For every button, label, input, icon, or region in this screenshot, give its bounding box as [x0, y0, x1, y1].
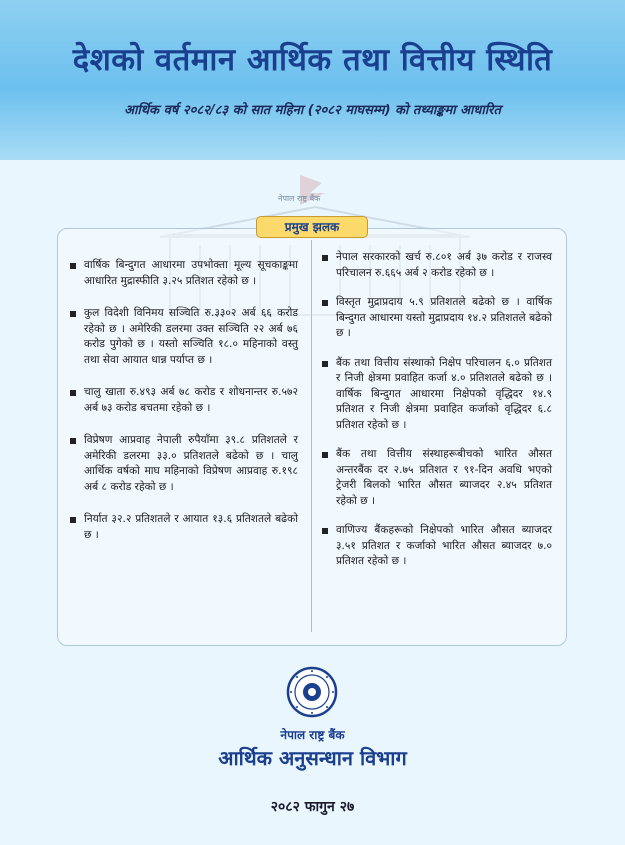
list-item — [70, 512, 298, 543]
list-item-text: विप्रेषण आप्रवाह नेपाली रुपैयाँमा ३९.८ प्रतिशतले र अमेरिकी डलरमा ३३.० प्रतिशतले बढेको छ । चालु आर्थिक वर्षको माघ महिनाको विप्रेषण आप्रवाह रु.१९८ अर्ब ८ करोड रहेको छ । — [84, 434, 298, 493]
list-item — [70, 306, 298, 368]
watermark-label: नेपाल राष्ट्र बैंक — [278, 194, 321, 203]
highlights-badge: प्रमुख झलक — [256, 216, 368, 238]
list-item-text: कुल विदेशी विनिमय सञ्चिति रु.३३०२ अर्ब ६६ करोड रहेको छ । अमेरिकी डलरमा उक्त सञ्चिति २२ अर्ब ७६ करोड पुगेको छ । यस्तो सञ्चिति १८.० महिनाको वस्तु तथा सेवा आयात धान्न पर्याप्त छ । — [84, 307, 298, 366]
bullet-icon — [70, 390, 76, 396]
bullet-icon — [70, 263, 76, 269]
list-item — [70, 385, 298, 416]
list-item-text: चालु खाता रु.४९३ अर्ब ७८ करोड र शोधनान्तर रु.५७२ अर्ब ७३ करोड बचतमा रहेको छ । — [84, 386, 298, 414]
publication-date: २०८२ फागुन २७ — [270, 799, 355, 815]
nepal-rastra-bank-seal-icon — [286, 666, 338, 718]
list-item-text: वाणिज्य बैंकहरूको निक्षेपको भारित औसत ब्याजदर ३.५१ प्रतिशत र कर्जाको भारित औसत ब्याजदर ७.० प्रतिशत रहेको छ । — [336, 524, 552, 567]
list-item — [322, 356, 552, 434]
list-item — [322, 523, 552, 570]
list-item — [322, 447, 552, 509]
list-item-text: बैंक तथा वित्तीय संस्थाहरूबीचको भारित औसत अन्तरबैंक दर २.७५ प्रतिशत र ९१-दिन अवधि भएको ट्रेजरी बिलको भारित औसत ब्याजदर २.४५ प्रतिशत रहेको छ । — [336, 448, 552, 507]
bullet-icon — [322, 452, 328, 458]
highlights-left-column — [70, 258, 298, 560]
list-item — [70, 433, 298, 495]
highlights-right-column — [322, 250, 552, 584]
page-subtitle: आर्थिक वर्ष २०८२/८३ को सात महिना (२०८२ माघसम्म) को तथ्याङ्कमा आधारित — [124, 103, 501, 118]
list-item-text: बैंक तथा वित्तीय संस्थाको निक्षेप परिचालन ६.० प्रतिशत र निजी क्षेत्रमा प्रवाहित कर्जा ४.० प्रतिशतले बढेको छ । वार्षिक बिन्दुगत आधारमा निक्षेपको वृद्धिदर १४.९ प्रतिशत र निजी क्षेत्रमा प्रवाहित कर्जाको वृद्धिदर ६.८ प्रतिशत रहेको छ । — [336, 356, 552, 431]
list-item — [70, 258, 298, 289]
list-item-text: वार्षिक बिन्दुगत आधारमा उपभोक्ता मूल्य सूचकाङ्कमा आधारित मुद्रास्फीति ३.२५ प्रतिशत रहेको छ । — [84, 259, 298, 287]
bullet-icon — [70, 517, 76, 523]
bullet-icon — [70, 438, 76, 444]
bullet-icon — [322, 528, 328, 534]
list-item-text: निर्यात ३२.२ प्रतिशतले र आयात १३.६ प्रतिशतले बढेको छ । — [84, 513, 298, 541]
organization-name: नेपाल राष्ट्र बैंक — [280, 728, 345, 742]
list-item — [322, 250, 552, 281]
list-item-text: विस्तृत मुद्राप्रदाय ५.९ प्रतिशतले बढेको छ । वार्षिक बिन्दुगत आधारमा यस्तो मुद्राप्रदाय १४.२ प्रतिशतले बढेको छ । — [336, 296, 552, 339]
bullet-icon — [70, 311, 76, 317]
header-banner — [0, 0, 625, 160]
bullet-icon — [322, 361, 328, 367]
list-item-text: नेपाल सरकारको खर्च रु.८०१ अर्ब ३७ करोड र राजस्व परिचालन रु.६६५ अर्ब २ करोड रहेको छ । — [336, 251, 552, 279]
column-divider — [311, 240, 312, 632]
list-item — [322, 295, 552, 342]
department-name: आर्थिक अनुसन्धान विभाग — [218, 746, 407, 770]
bullet-icon — [322, 300, 328, 306]
page-title: देशको वर्तमान आर्थिक तथा वित्तीय स्थिति — [72, 42, 553, 78]
bullet-icon — [322, 255, 328, 261]
